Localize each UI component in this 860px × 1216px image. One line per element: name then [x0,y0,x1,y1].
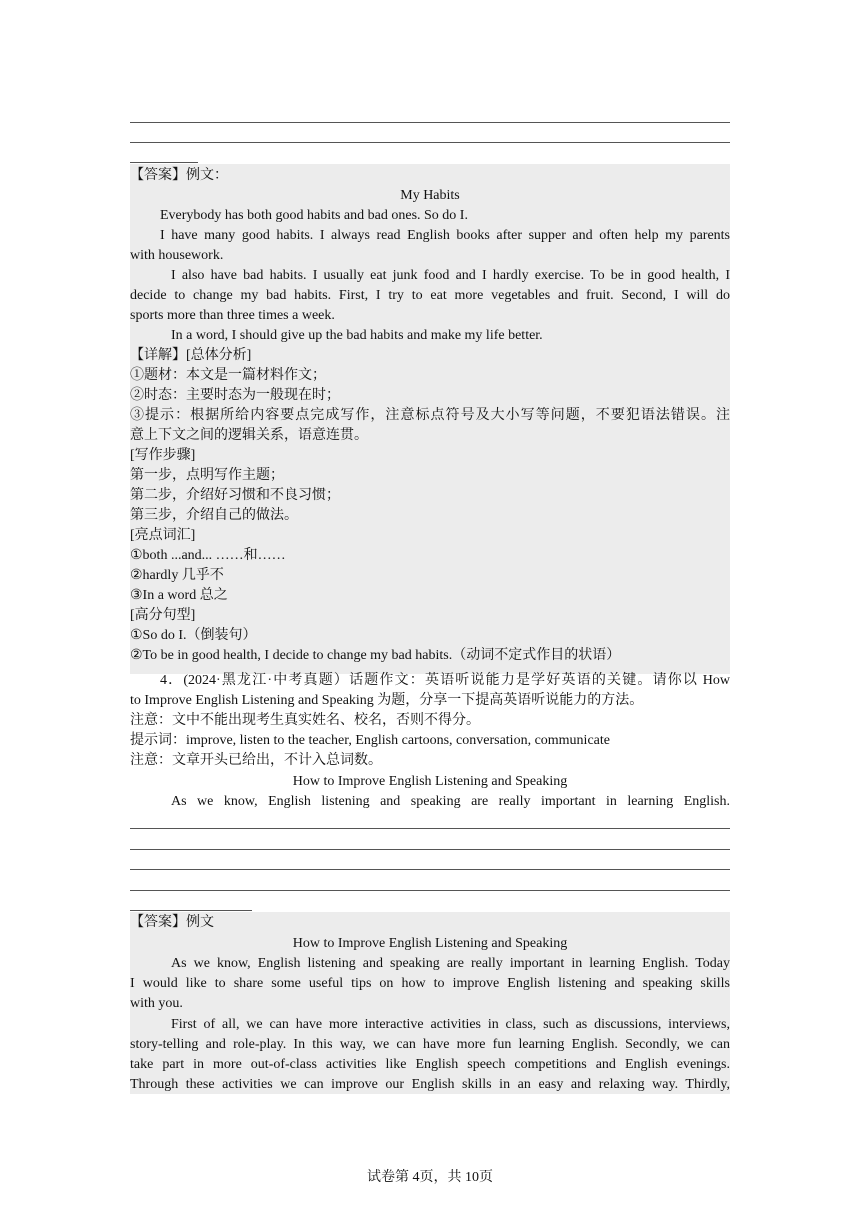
essay-line: I would like to share some useful tips on how to improve English listening and speaking skills [130,976,730,991]
analysis-line: ①题材：本文是一篇材料作文； [130,368,326,383]
answer-line [130,849,730,850]
question-prompt: 4．(2024·黑龙江·中考真题）话题作文：英语听说能力是学好英语的关键。请你以 How [160,673,730,688]
analysis-line: ①both ...and... ……和…… [130,548,286,563]
analysis-line: 第一步，点明写作主题； [130,468,284,483]
question-hints: 提示词：improve, listen to the teacher, English cartoons, conversation, communicate [130,733,610,748]
answer-label: 【答案】例文 [130,915,214,930]
essay-line: I also have bad habits. I usually eat junk food and I hardly exercise. To be in good health, I [171,268,730,283]
essay-line: First of all, we can have more interactive activities in class, such as discussions, interviews, [171,1017,730,1032]
essay-line: Everybody has both good habits and bad ones. So do I. [160,208,468,223]
analysis-line: ③In a word 总之 [130,588,228,603]
analysis-line: ③提示：根据所给内容要点完成写作，注意标点符号及大小写等问题，不要犯语法错误。注 [130,408,730,423]
essay-line: story-telling and role-play. In this way, we can have more fun learning English. Secondly, we can [130,1037,730,1052]
essay-line: take part in more out-of-class activities like English speech competitions and English evenings. [130,1057,730,1072]
analysis-line: ①So do I.（倒装句） [130,628,257,643]
analysis-line: [亮点词汇] [130,528,196,543]
essay-line: decide to change my bad habits. First, I try to eat more vegetables and fruit. Second, I will do [130,288,730,303]
essay-line: with you. [130,996,183,1011]
analysis-line: [写作步骤] [130,448,196,463]
question-note: 注意：文中不能出现考生真实姓名、校名，否则不得分。 [130,713,480,728]
essay-line: In a word, I should give up the bad habits and make my life better. [171,328,543,343]
essay-line: Through these activities we can improve our English skills in an easy and relaxing way. Thirdly, [130,1077,730,1092]
answer-label: 【答案】例文： [130,168,228,183]
page-footer: 试卷第 4页，共 10页 [367,1170,493,1185]
analysis-line: 意上下文之间的逻辑关系，语意连贯。 [130,428,368,443]
answer-line [130,142,730,143]
answer-line [130,122,730,123]
analysis-line: ②To be in good health, I decide to change my bad habits.（动词不定式作目的状语） [130,648,621,663]
analysis-line: ②hardly 几乎不 [130,568,224,583]
question-title: How to Improve English Listening and Speaking [292,774,568,789]
analysis-line: 第二步，介绍好习惯和不良习惯； [130,488,340,503]
question-prompt: to Improve English Listening and Speaking 为题，分享一下提高英语听说能力的方法。 [130,693,644,708]
essay-title: My Habits [400,188,460,203]
answer-line [130,890,730,891]
answer-line [130,869,730,870]
analysis-line: 【详解】[总体分析] [130,348,252,363]
answer-line-short [130,910,252,911]
essay-title: How to Improve English Listening and Speaking [292,936,568,951]
essay-line: sports more than three times a week. [130,308,335,323]
answer-line [130,828,730,829]
essay-line: I have many good habits. I always read English books after supper and often help my parents [160,228,730,243]
essay-line: As we know, English listening and speaking are really important in learning English. Today [171,956,730,971]
question-opening: As we know, English listening and speaking are really important in learning English. [171,794,730,809]
analysis-line: 第三步，介绍自己的做法。 [130,508,298,523]
answer-line-short [130,162,198,163]
question-note: 注意：文章开头已给出，不计入总词数。 [130,753,382,768]
analysis-line: [高分句型] [130,608,196,623]
analysis-line: ②时态：主要时态为一般现在时； [130,388,340,403]
essay-line: with housework. [130,248,224,263]
